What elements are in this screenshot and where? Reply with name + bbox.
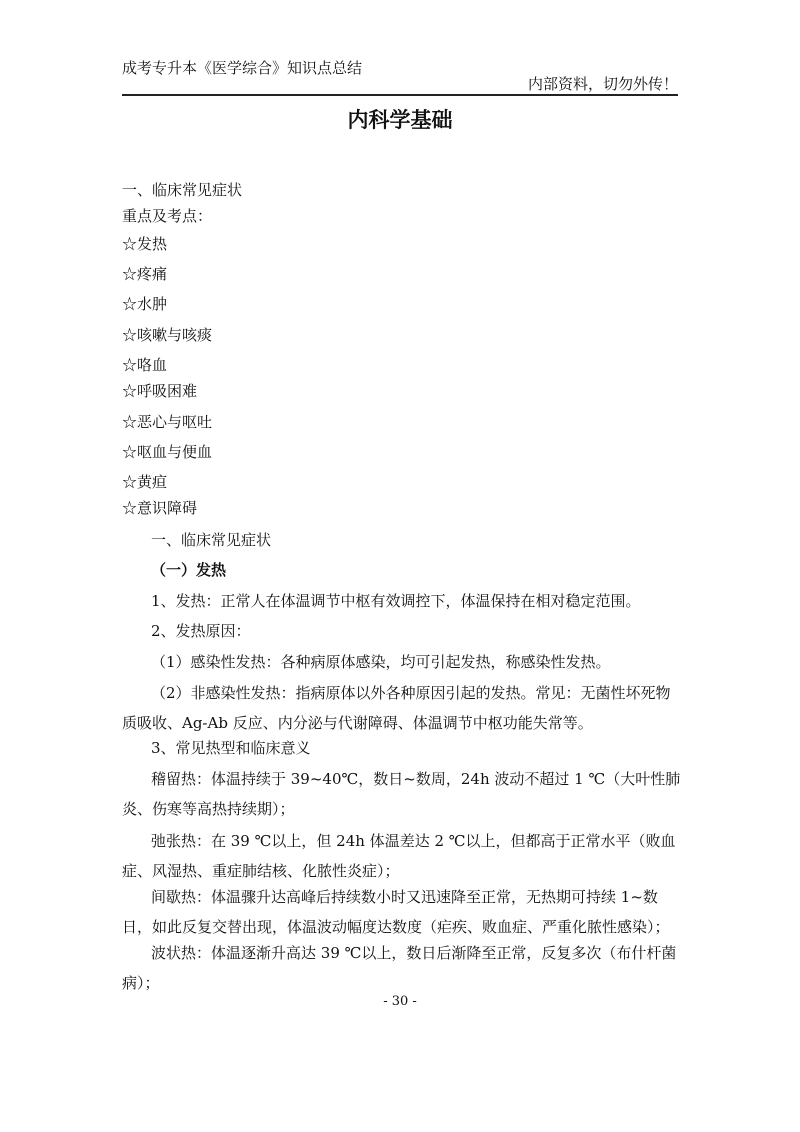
sustained-fever: 稽留热：体温持续于 39~40℃，数日~数周，24h 波动不超过 1 ℃（大叶性肺炎、伤寒等高热持续期）； (122, 770, 681, 818)
symptom-item: ☆发热 (122, 235, 168, 253)
remittent-fever: 弛张热：在 39 ℃以上，但 24h 体温差达 2 ℃以上，但都高于正常水平（败血症、风湿热、重症肺结核、化脓性炎症）； (122, 832, 676, 880)
symptom-item: ☆黄疸 (122, 473, 168, 491)
page-title: 内科学基础 (347, 108, 453, 132)
fever-causes-label: 2、发热原因： (151, 622, 251, 640)
symptom-item: ☆水肿 (122, 295, 168, 313)
fever-subheading: （一）发热 (151, 561, 227, 579)
symptom-item: ☆意识障碍 (122, 499, 198, 517)
symptom-item: ☆呕血与便血 (122, 443, 213, 461)
non-infectious-fever: （2）非感染性发热：指病原体以外各种原因引起的发热。常见：无菌性坏死物质吸收、Ag-Ab 反应、内分泌与代谢障碍、体温调节中枢功能失常等。 (122, 684, 671, 732)
symptom-item: ☆咳嗽与咳痰 (122, 326, 213, 344)
symptom-item: ☆咯血 (122, 356, 168, 374)
section2-heading: 一、临床常见症状 (151, 531, 272, 549)
infectious-fever: （1）感染性发热：各种病原体感染，均可引起发热，称感染性发热。 (151, 653, 611, 671)
symptom-item: ☆疼痛 (122, 265, 168, 283)
key-points-label: 重点及考点： (122, 207, 213, 225)
header-left-text: 成考专升本《医学综合》知识点总结 (122, 59, 363, 77)
undulant-fever: 波状热：体温逐渐升高达 39 ℃以上，数日后渐降至正常，反复多次（布什杆菌病）； (122, 944, 677, 992)
section1-heading: 一、临床常见症状 (122, 181, 243, 199)
header-right-text: 内部资料，切勿外传！ (527, 75, 678, 93)
symptom-item: ☆呼吸困难 (122, 382, 198, 400)
fever-definition: 1、发热：正常人在体温调节中枢有效调控下，体温保持在相对稳定范围。 (151, 592, 641, 610)
header-divider (122, 94, 678, 96)
symptom-item: ☆恶心与呕吐 (122, 413, 213, 431)
fever-types-label: 3、常见热型和临床意义 (151, 739, 311, 757)
intermittent-fever: 间歇热：体温骤升达高峰后持续数小时又迅速降至正常，无热期可持续 1~数日，如此反复交替出现，体温波动幅度达数度（疟疾、败血症、严重化脓性感染）； (122, 888, 670, 936)
page-number: - 30 - (383, 994, 417, 1009)
